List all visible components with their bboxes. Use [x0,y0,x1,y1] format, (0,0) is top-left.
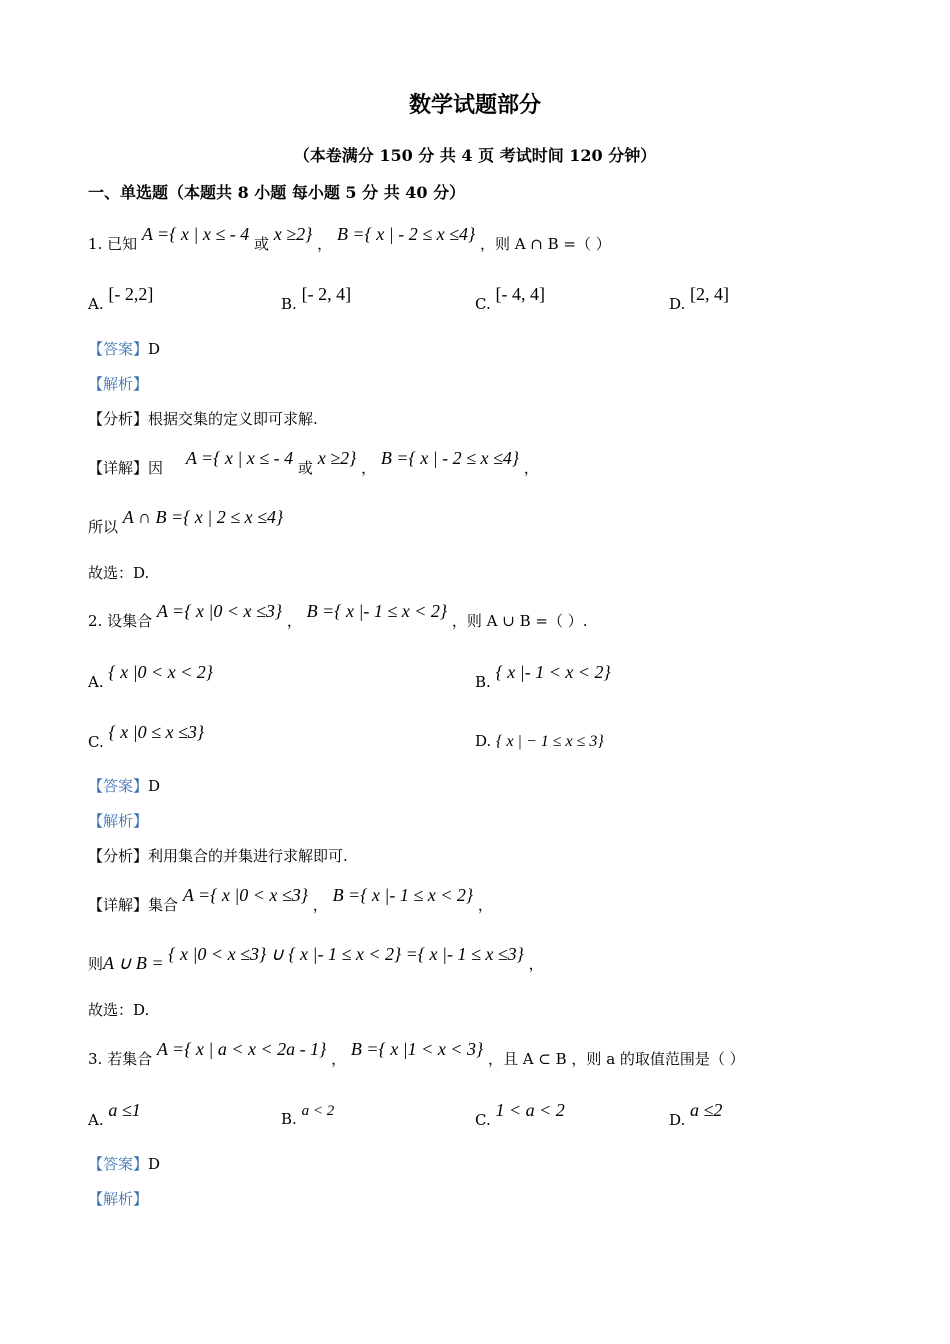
option-a [88,1100,141,1131]
separator: ， [528,955,544,973]
math-union-result: { x |0 < x ≤3} ∪ { x |- 1 ≤ x < 2} ={ x |- 1 ≤ x ≤3} [168,944,524,964]
question-1-stem [88,224,611,255]
text-or: 或 [297,459,313,477]
option-value: { x |0 ≤ x ≤3} [108,722,205,742]
separator: ， [477,896,493,914]
question-tail: ，则 A ∪ B =（ ）. [451,612,588,630]
math-set-a: A ={ x | x ≤ - 4 [141,224,250,244]
math-set-a: A ={ x | a < x < 2a - 1} [156,1039,327,1059]
option-label: B. [475,673,491,691]
option-b [475,662,611,693]
page-subtitle: （本卷满分 150 分 共 4 页 考试时间 120 分钟） [293,146,657,165]
math-set-b: B ={ x |- 1 ≤ x < 2} [306,601,448,621]
option-label: D. [669,295,686,313]
option-b [281,284,352,315]
separator: ， [317,235,333,253]
option-value: { x |- 1 < x < 2} [495,662,611,682]
option-value: { x |0 < x < 2} [108,662,214,682]
detail-tag: 【详解】 [88,459,149,477]
question-2-stem [88,601,588,632]
detail-line [88,885,493,916]
option-label: A. [88,1111,104,1129]
option-label: C. [88,733,104,751]
answer-line [88,1153,160,1175]
option-value: 1 < a < 2 [495,1100,565,1120]
fenxi-text: 利用集合的并集进行求解即可. [148,847,348,865]
math-set-a: A ={ x |0 < x ≤3} [182,885,308,905]
answer-value: D [148,777,161,795]
math-set-b: B ={ x | - 2 ≤ x ≤4} [336,224,476,244]
option-value: { x | − 1 ≤ x ≤ 3} [496,733,604,750]
separator: ， [361,459,377,477]
option-value: [- 2,2] [108,284,154,304]
so-line [88,944,544,975]
answer-tag: 【答案】 [88,1155,149,1173]
option-value: a ≤2 [690,1100,723,1120]
option-value: [2, 4] [690,284,730,304]
math-union-lhs: A ∪ B = [103,953,164,973]
option-a [88,662,214,693]
option-label: A. [88,673,104,691]
option-value: [- 2, 4] [301,284,352,304]
option-b [281,1103,335,1131]
separator: ， [523,459,539,477]
math-set-b: B ={ x | - 2 ≤ x ≤4} [380,448,520,468]
fenxi-tag: 【分析】 [88,847,149,865]
answer-tag: 【答案】 [88,340,149,358]
option-a [88,284,154,315]
detail-prefix: 因 [148,459,164,477]
so-line [88,507,284,538]
option-value: [- 4, 4] [495,284,545,304]
option-d [475,730,604,753]
option-c [88,722,205,753]
math-set-a-part2: x ≥2} [273,224,313,244]
option-d [669,284,730,315]
separator: ， [286,612,302,630]
math-set-b: B ={ x |1 < x < 3} [350,1039,484,1059]
conclusion-line: 故选：D. [88,1001,150,1019]
so-prefix: 所以 [88,518,119,536]
option-label: A. [88,295,104,313]
answer-tag: 【答案】 [88,777,149,795]
analysis-tag: 【解析】 [88,375,149,393]
option-label: B. [281,295,297,313]
question-tail: ，则 A ∩ B =（ ） [479,235,611,253]
fenxi-line [88,845,348,867]
question-tail: ，且 A ⊂ B ，则 a 的取值范围是（ ） [487,1050,745,1068]
analysis-line [88,1188,148,1210]
section-heading: 一、单选题（本题共 8 小题 每小题 5 分 共 40 分） [88,183,466,202]
option-c [475,1100,565,1131]
answer-value: D [148,340,161,358]
analysis-tag: 【解析】 [88,1190,149,1208]
option-value: a ≤1 [108,1100,141,1120]
answer-value: D [148,1155,161,1173]
answer-line [88,338,160,360]
detail-line [88,448,539,479]
fenxi-tag: 【分析】 [88,410,149,428]
math-set-a-part2: x ≥2} [317,448,357,468]
option-label: B. [281,1110,297,1128]
fenxi-text: 根据交集的定义即可求解. [148,410,318,428]
text-or: 或 [253,235,269,253]
fenxi-line [88,408,318,430]
option-label: D. [669,1111,686,1129]
so-prefix: 则 [88,955,104,973]
answer-line [88,775,160,797]
analysis-line [88,373,148,395]
conclusion-line: 故选：D. [88,564,150,582]
detail-tag: 【详解】 [88,896,149,914]
option-c [475,284,545,315]
option-label: C. [475,295,491,313]
math-set-a: A ={ x |0 < x ≤3} [156,601,283,621]
question-number: 2. 设集合 [88,612,153,630]
question-number: 3. 若集合 [88,1050,153,1068]
question-number: 1. 已知 [88,235,138,253]
option-d [669,1100,723,1131]
option-label: D. [475,732,492,750]
option-label: C. [475,1111,491,1129]
analysis-tag: 【解析】 [88,812,149,830]
question-3-stem [88,1039,745,1070]
option-value: a < 2 [301,1103,335,1119]
math-intersection-result: A ∩ B ={ x | 2 ≤ x ≤4} [122,507,284,527]
math-set-a: A ={ x | x ≤ - 4 [185,448,294,468]
page-title: 数学试题部分 [408,92,541,118]
detail-prefix: 集合 [148,896,179,914]
separator: ， [312,896,328,914]
separator: ， [331,1050,347,1068]
analysis-line [88,810,148,832]
math-set-b: B ={ x |- 1 ≤ x < 2} [332,885,474,905]
